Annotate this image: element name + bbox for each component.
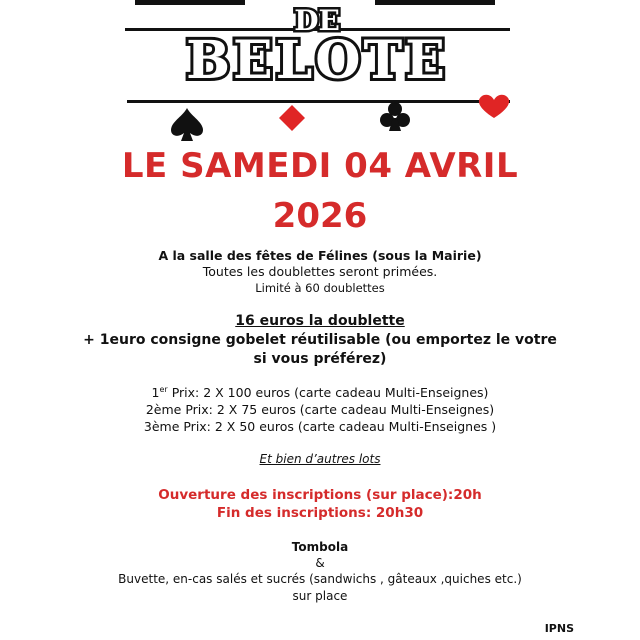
buvette-note: Buvette, en-cas salés et sucrés (sandwichs , gâteaux ,quiches etc.) <box>118 572 522 586</box>
prize-first <box>0 385 640 400</box>
other-prizes-note: Et bien d’autres lots <box>259 452 381 466</box>
belote-banner <box>105 0 530 148</box>
heart-icon <box>479 95 509 118</box>
prize-first-text: Prix: 2 X 100 euros (carte cadeau Multi-Enseignes) <box>167 385 489 401</box>
club-icon <box>380 102 410 131</box>
de-text: DE <box>294 4 340 37</box>
prize-first-number: 1 <box>151 385 160 401</box>
doublettes-note: Toutes les doublettes seront primées. <box>202 264 438 279</box>
event-date-line: LE SAMEDI 04 AVRIL <box>121 146 519 186</box>
spade-icon <box>171 108 203 141</box>
cup-deposit-note: + 1euro consigne gobelet réutilisable (ou emportez le votre si vous préférez) <box>83 332 557 367</box>
limit-note: Limité à 60 doublettes <box>255 281 385 295</box>
prize-first-suffix: er <box>159 385 168 394</box>
registration-opening: Ouverture des inscriptions (sur place):20h <box>158 487 482 503</box>
registration-closing: Fin des inscriptions: 20h30 <box>216 505 424 521</box>
event-year: 2026 <box>272 196 368 236</box>
entry-price: 16 euros la doublette <box>235 313 405 329</box>
diamond-icon <box>279 105 305 131</box>
venue-location: A la salle des fêtes de Félines (sous la Mairie) <box>158 248 482 263</box>
tombola-label: Tombola <box>291 540 349 554</box>
ipns-footer: IPNS <box>544 622 574 635</box>
on-site-note: sur place <box>292 589 348 603</box>
belote-title: BELOTE <box>186 30 448 91</box>
prize-second: 2ème Prix: 2 X 75 euros (carte cadeau Multi-Enseignes) <box>145 402 495 417</box>
prize-third: 3ème Prix: 2 X 50 euros (carte cadeau Multi-Enseignes ) <box>143 419 497 434</box>
ampersand: & <box>315 556 325 570</box>
